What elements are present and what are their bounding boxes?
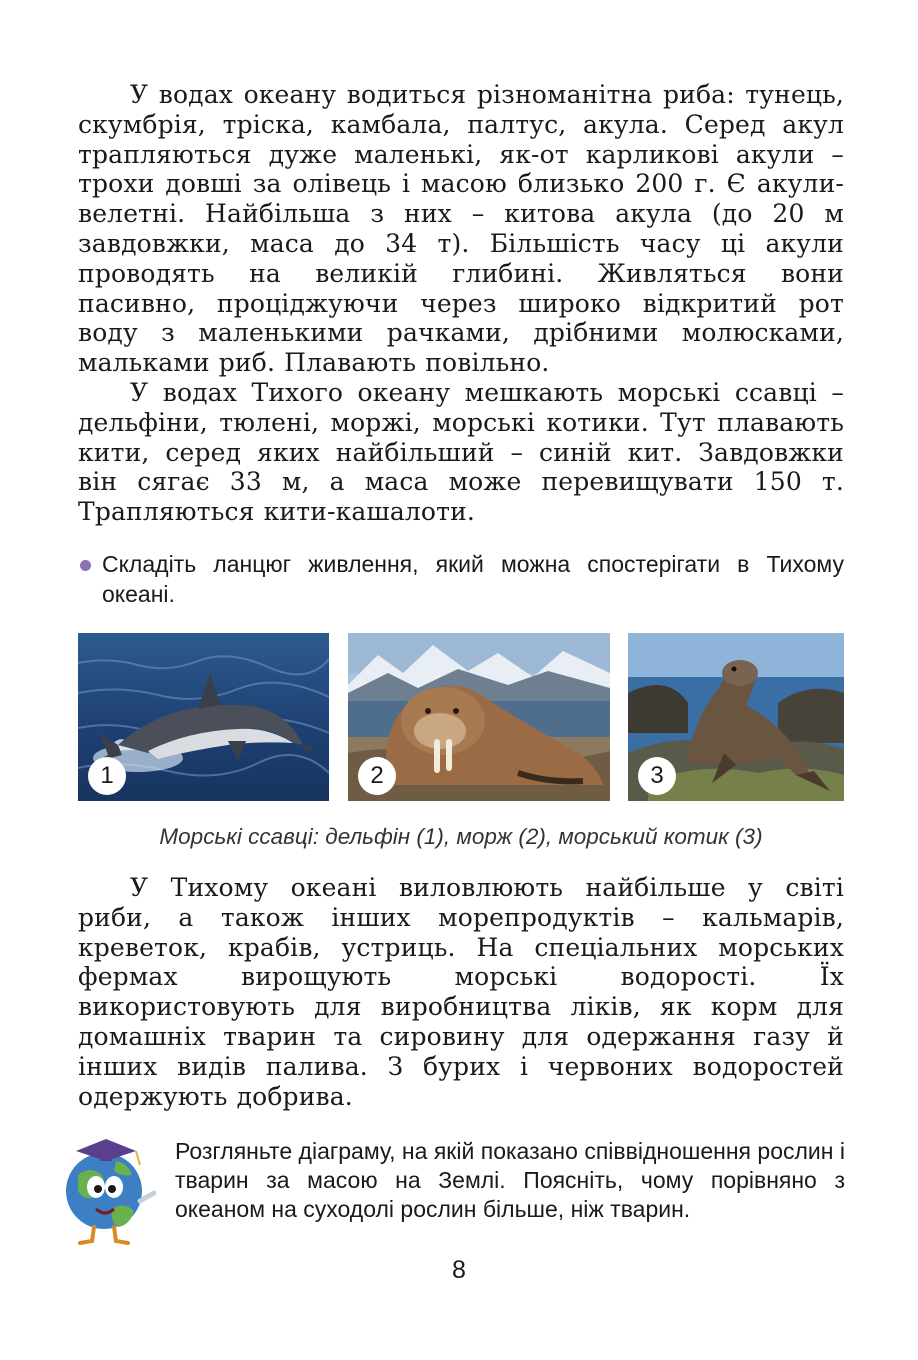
- photo-caption: Морські ссавці: дельфін (1), морж (2), морський котик (3): [159, 823, 763, 849]
- paragraph-pacific-fishing: У Тихому океані виловлюють найбільше у світі риби, а також інших морепродуктів – кальмарів, креветок, крабів, устриць. На спеціальних морських фермах вирощують морські водорості. Їх використовують для виробництва ліків, як корм для домашніх тварин та сировину для одержання газу й інших видів палива. З бурих і червоних водоростей одержують добрива.: [78, 872, 844, 1111]
- photo-number-badge: 1: [88, 757, 126, 795]
- photo-strip: [78, 633, 844, 801]
- fur-seal-photo: [628, 633, 844, 801]
- paragraph-ocean-fish: У водах океану водиться різноманітна риба: тунець, скумбрія, тріска, камбала, палтус, акула. Серед акул трапляються дуже маленькі, як-от карликові акули – трохи довші за олівець і масою близько 200 г. Є акули-велетні. Найбільша з них – китова акула (до 20 м завдовжки, маса до 34 т). Більшість часу ці акули проводять на великій глибині. Живляться вони пасивно, проціджуючи через широко відкритий рот воду з маленькими рачками, дрібними молюсками, мальками риб. Плавають повільно.: [78, 80, 844, 378]
- assignment-note: [78, 1137, 844, 1257]
- page-content: [78, 80, 844, 1257]
- photo-number-badge: 2: [358, 757, 396, 795]
- page-number: 8: [452, 1256, 466, 1284]
- assignment-text: Розгляньте діаграму, на якій показано співвідношення рослин і тварин за масою на Землі. Поясніть, чому порівняно з океаном на суходолі рослин більше, ніж тварин.: [175, 1138, 845, 1223]
- dolphin-photo: [78, 633, 329, 801]
- paragraph-pacific-mammals: У водах Тихого океану мешкають морські ссавці – дельфіни, тюлені, моржі, морські котики. Тут плавають кити, серед яких найбільший – синій кит. Завдовжки він сягає 33 м, а маса може перевищувати 150 т. Трапляються кити-кашалоти.: [78, 377, 844, 527]
- bullet-icon: [80, 560, 91, 571]
- task-item: [78, 549, 844, 609]
- globe-mascot-icon: [56, 1131, 156, 1249]
- task-text: Складіть ланцюг живлення, який можна спостерігати в Тихому океані.: [102, 550, 844, 607]
- photo-number-badge: 3: [638, 757, 676, 795]
- walrus-photo: [348, 633, 610, 801]
